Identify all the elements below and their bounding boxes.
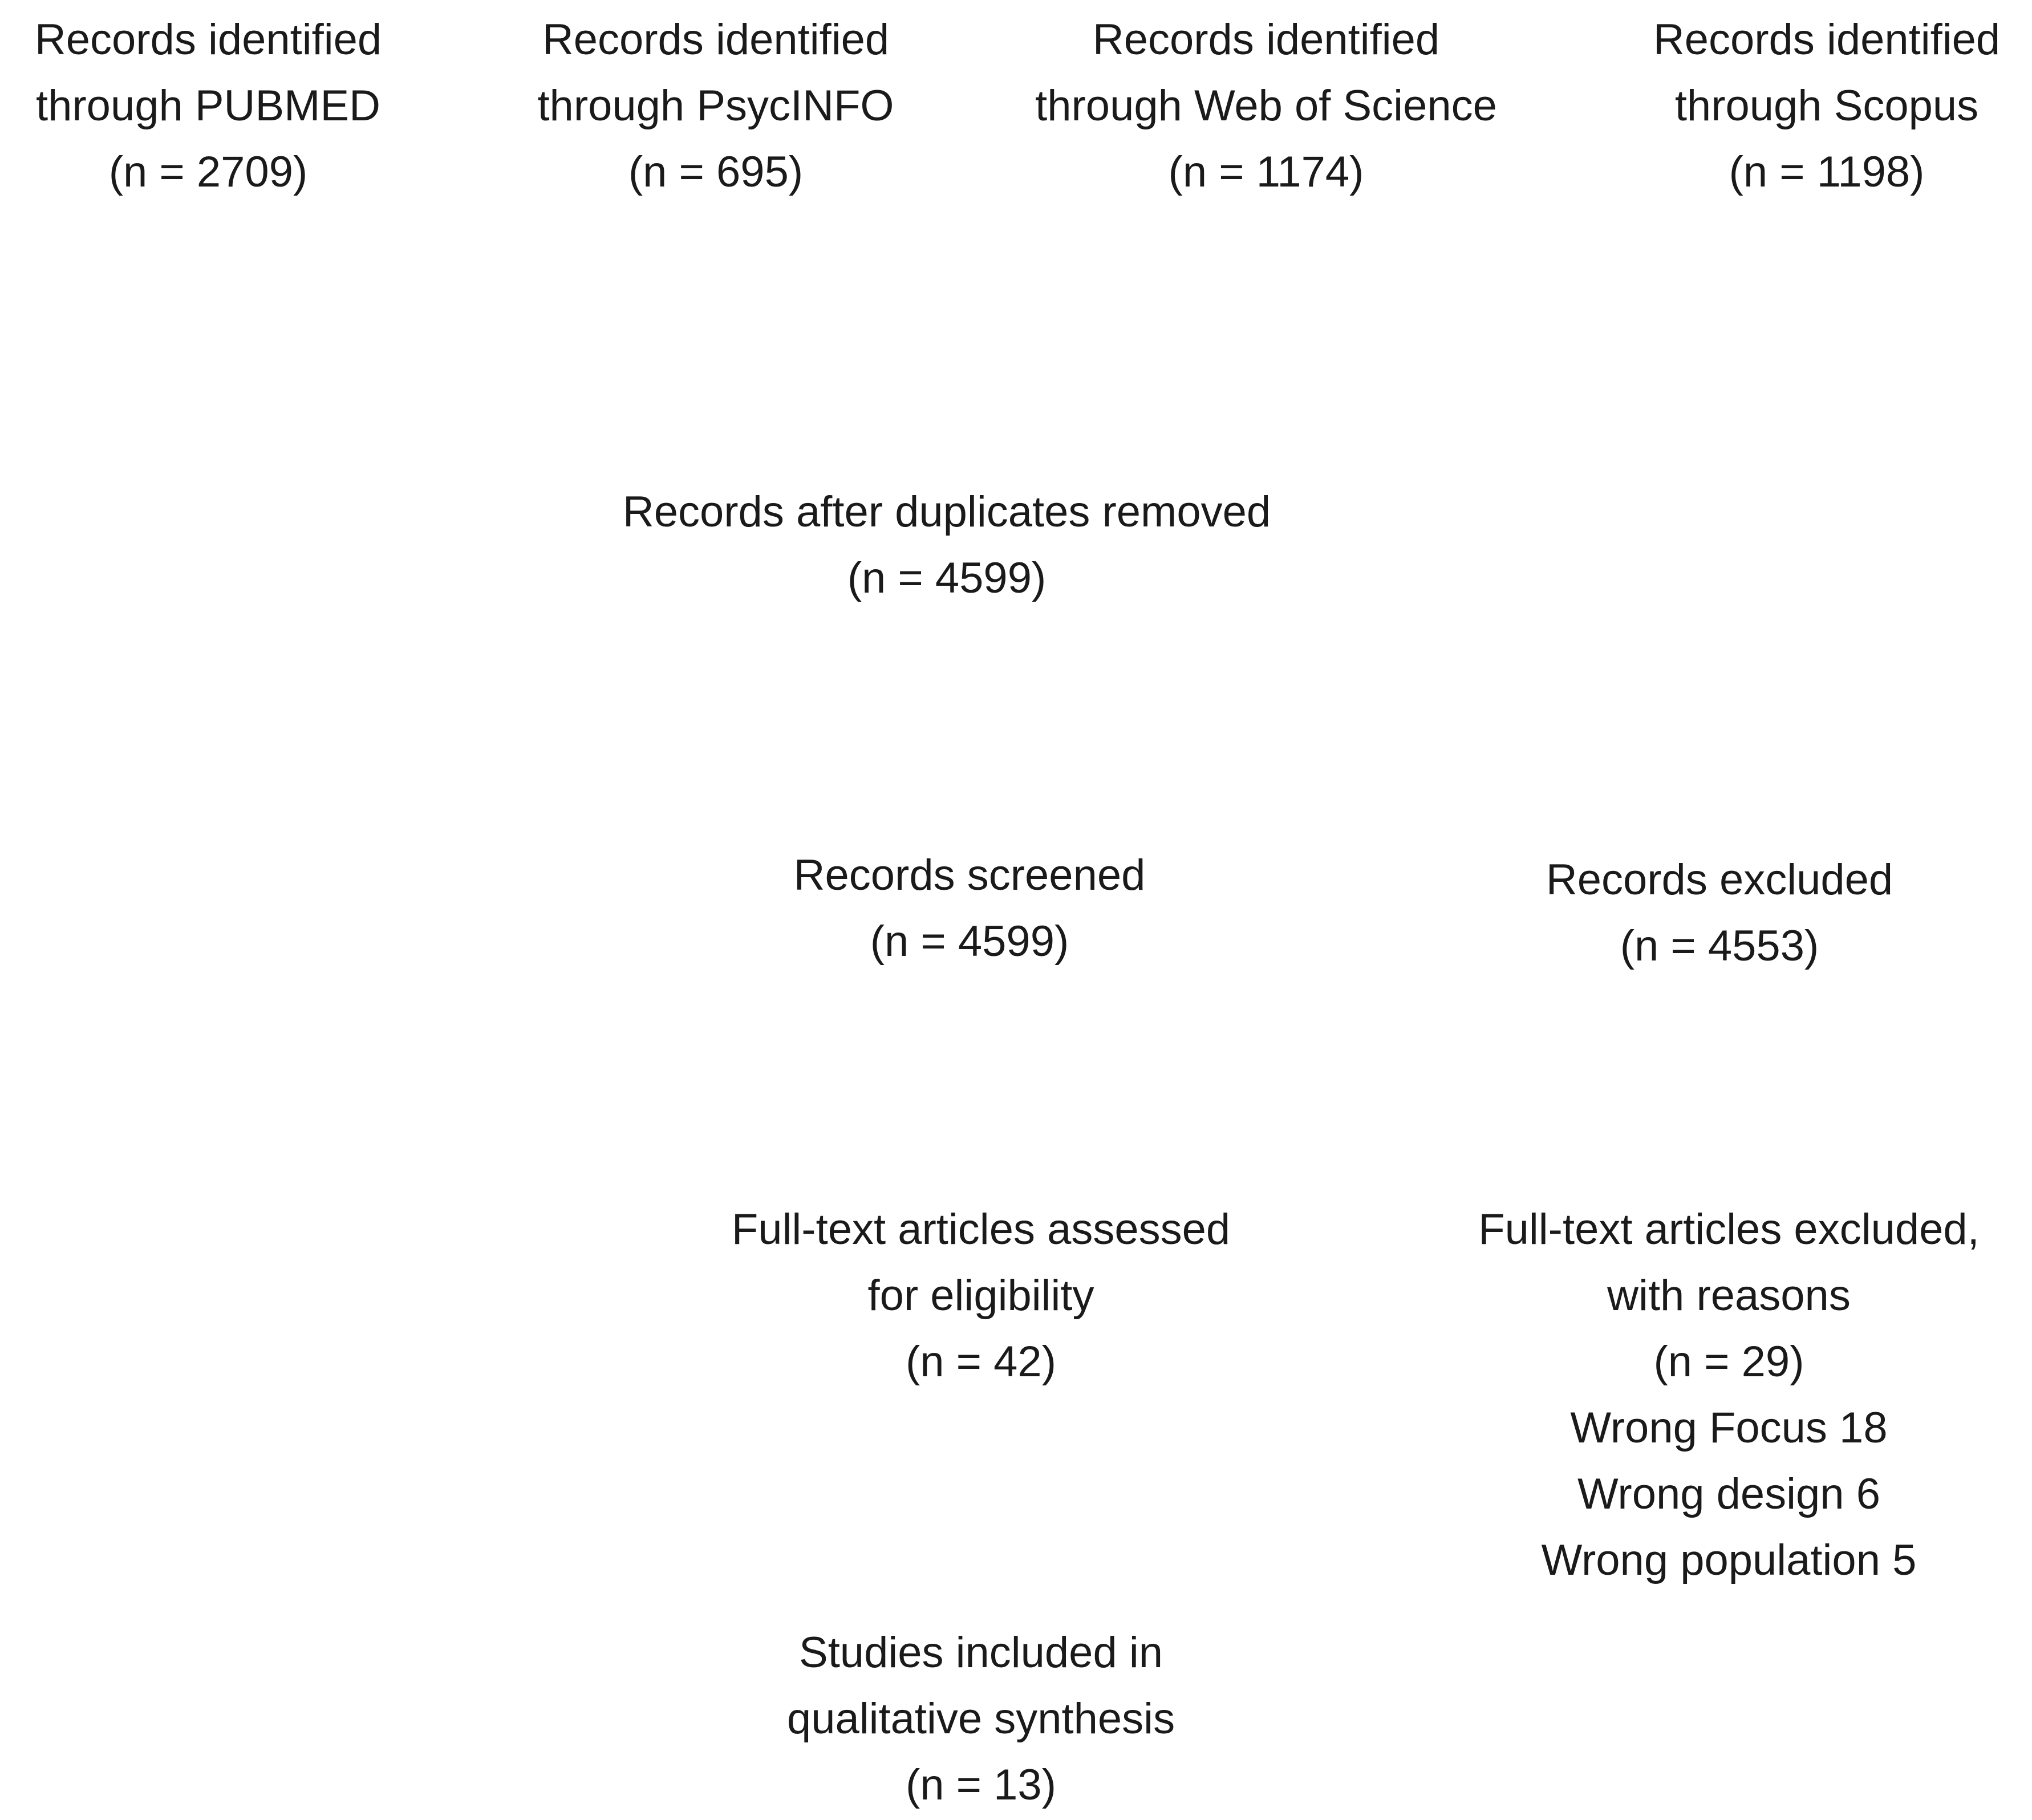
- duplicates-removed-label: Records after duplicates removed: [622, 488, 1271, 536]
- exclusion-reason-wrong-focus: Wrong Focus 18: [1570, 1404, 1888, 1452]
- fulltext-assessed-count: (n = 42): [905, 1337, 1057, 1386]
- fulltext-excluded-count: (n = 29): [1653, 1337, 1804, 1386]
- records-screened-count: (n = 4599): [870, 917, 1069, 966]
- psycinfo-label-line1: Records identified: [542, 15, 890, 64]
- scopus-records-node: [1621, 7, 2032, 205]
- web-of-science-records-node: [981, 7, 1551, 205]
- fulltext-excluded-label-line2: with reasons: [1607, 1271, 1851, 1320]
- studies-included-label-line1: Studies included in: [799, 1628, 1163, 1677]
- fulltext-assessed-label-line2: for eligibility: [867, 1271, 1094, 1320]
- scopus-count: (n = 1198): [1729, 148, 1925, 196]
- pubmed-count: (n = 2709): [108, 148, 308, 196]
- web-of-science-label-line2: through Web of Science: [1035, 82, 1497, 130]
- exclusion-reason-wrong-design: Wrong design 6: [1577, 1470, 1880, 1518]
- studies-included-count: (n = 13): [905, 1761, 1057, 1809]
- web-of-science-label-line1: Records identified: [1092, 15, 1440, 64]
- duplicates-removed-node: [547, 479, 1346, 611]
- pubmed-label-line2: through PUBMED: [35, 82, 381, 130]
- pubmed-records-node: [0, 7, 416, 205]
- fulltext-excluded-node: [1426, 1197, 2032, 1594]
- studies-included-node: [684, 1620, 1277, 1818]
- scopus-label-line2: through Scopus: [1674, 82, 1979, 130]
- exclusion-reason-wrong-population: Wrong population 5: [1541, 1536, 1917, 1584]
- fulltext-assessed-node: [656, 1197, 1306, 1395]
- psycinfo-records-node: [508, 7, 924, 205]
- studies-included-label-line2: qualitative synthesis: [786, 1695, 1175, 1743]
- records-excluded-node: [1491, 847, 1948, 979]
- scopus-label-line1: Records identified: [1653, 15, 2001, 64]
- records-screened-node: [741, 842, 1198, 975]
- psycinfo-label-line2: through PsycINFO: [537, 82, 894, 130]
- records-screened-label: Records screened: [793, 851, 1146, 899]
- psycinfo-count: (n = 695): [628, 148, 804, 196]
- records-excluded-label: Records excluded: [1546, 856, 1893, 904]
- pubmed-label-line1: Records identified: [34, 15, 382, 64]
- records-excluded-count: (n = 4553): [1620, 922, 1819, 970]
- web-of-science-count: (n = 1174): [1168, 148, 1364, 196]
- fulltext-excluded-label-line1: Full-text articles excluded,: [1478, 1205, 1980, 1254]
- fulltext-assessed-label-line1: Full-text articles assessed: [731, 1205, 1231, 1254]
- duplicates-removed-count: (n = 4599): [847, 554, 1047, 602]
